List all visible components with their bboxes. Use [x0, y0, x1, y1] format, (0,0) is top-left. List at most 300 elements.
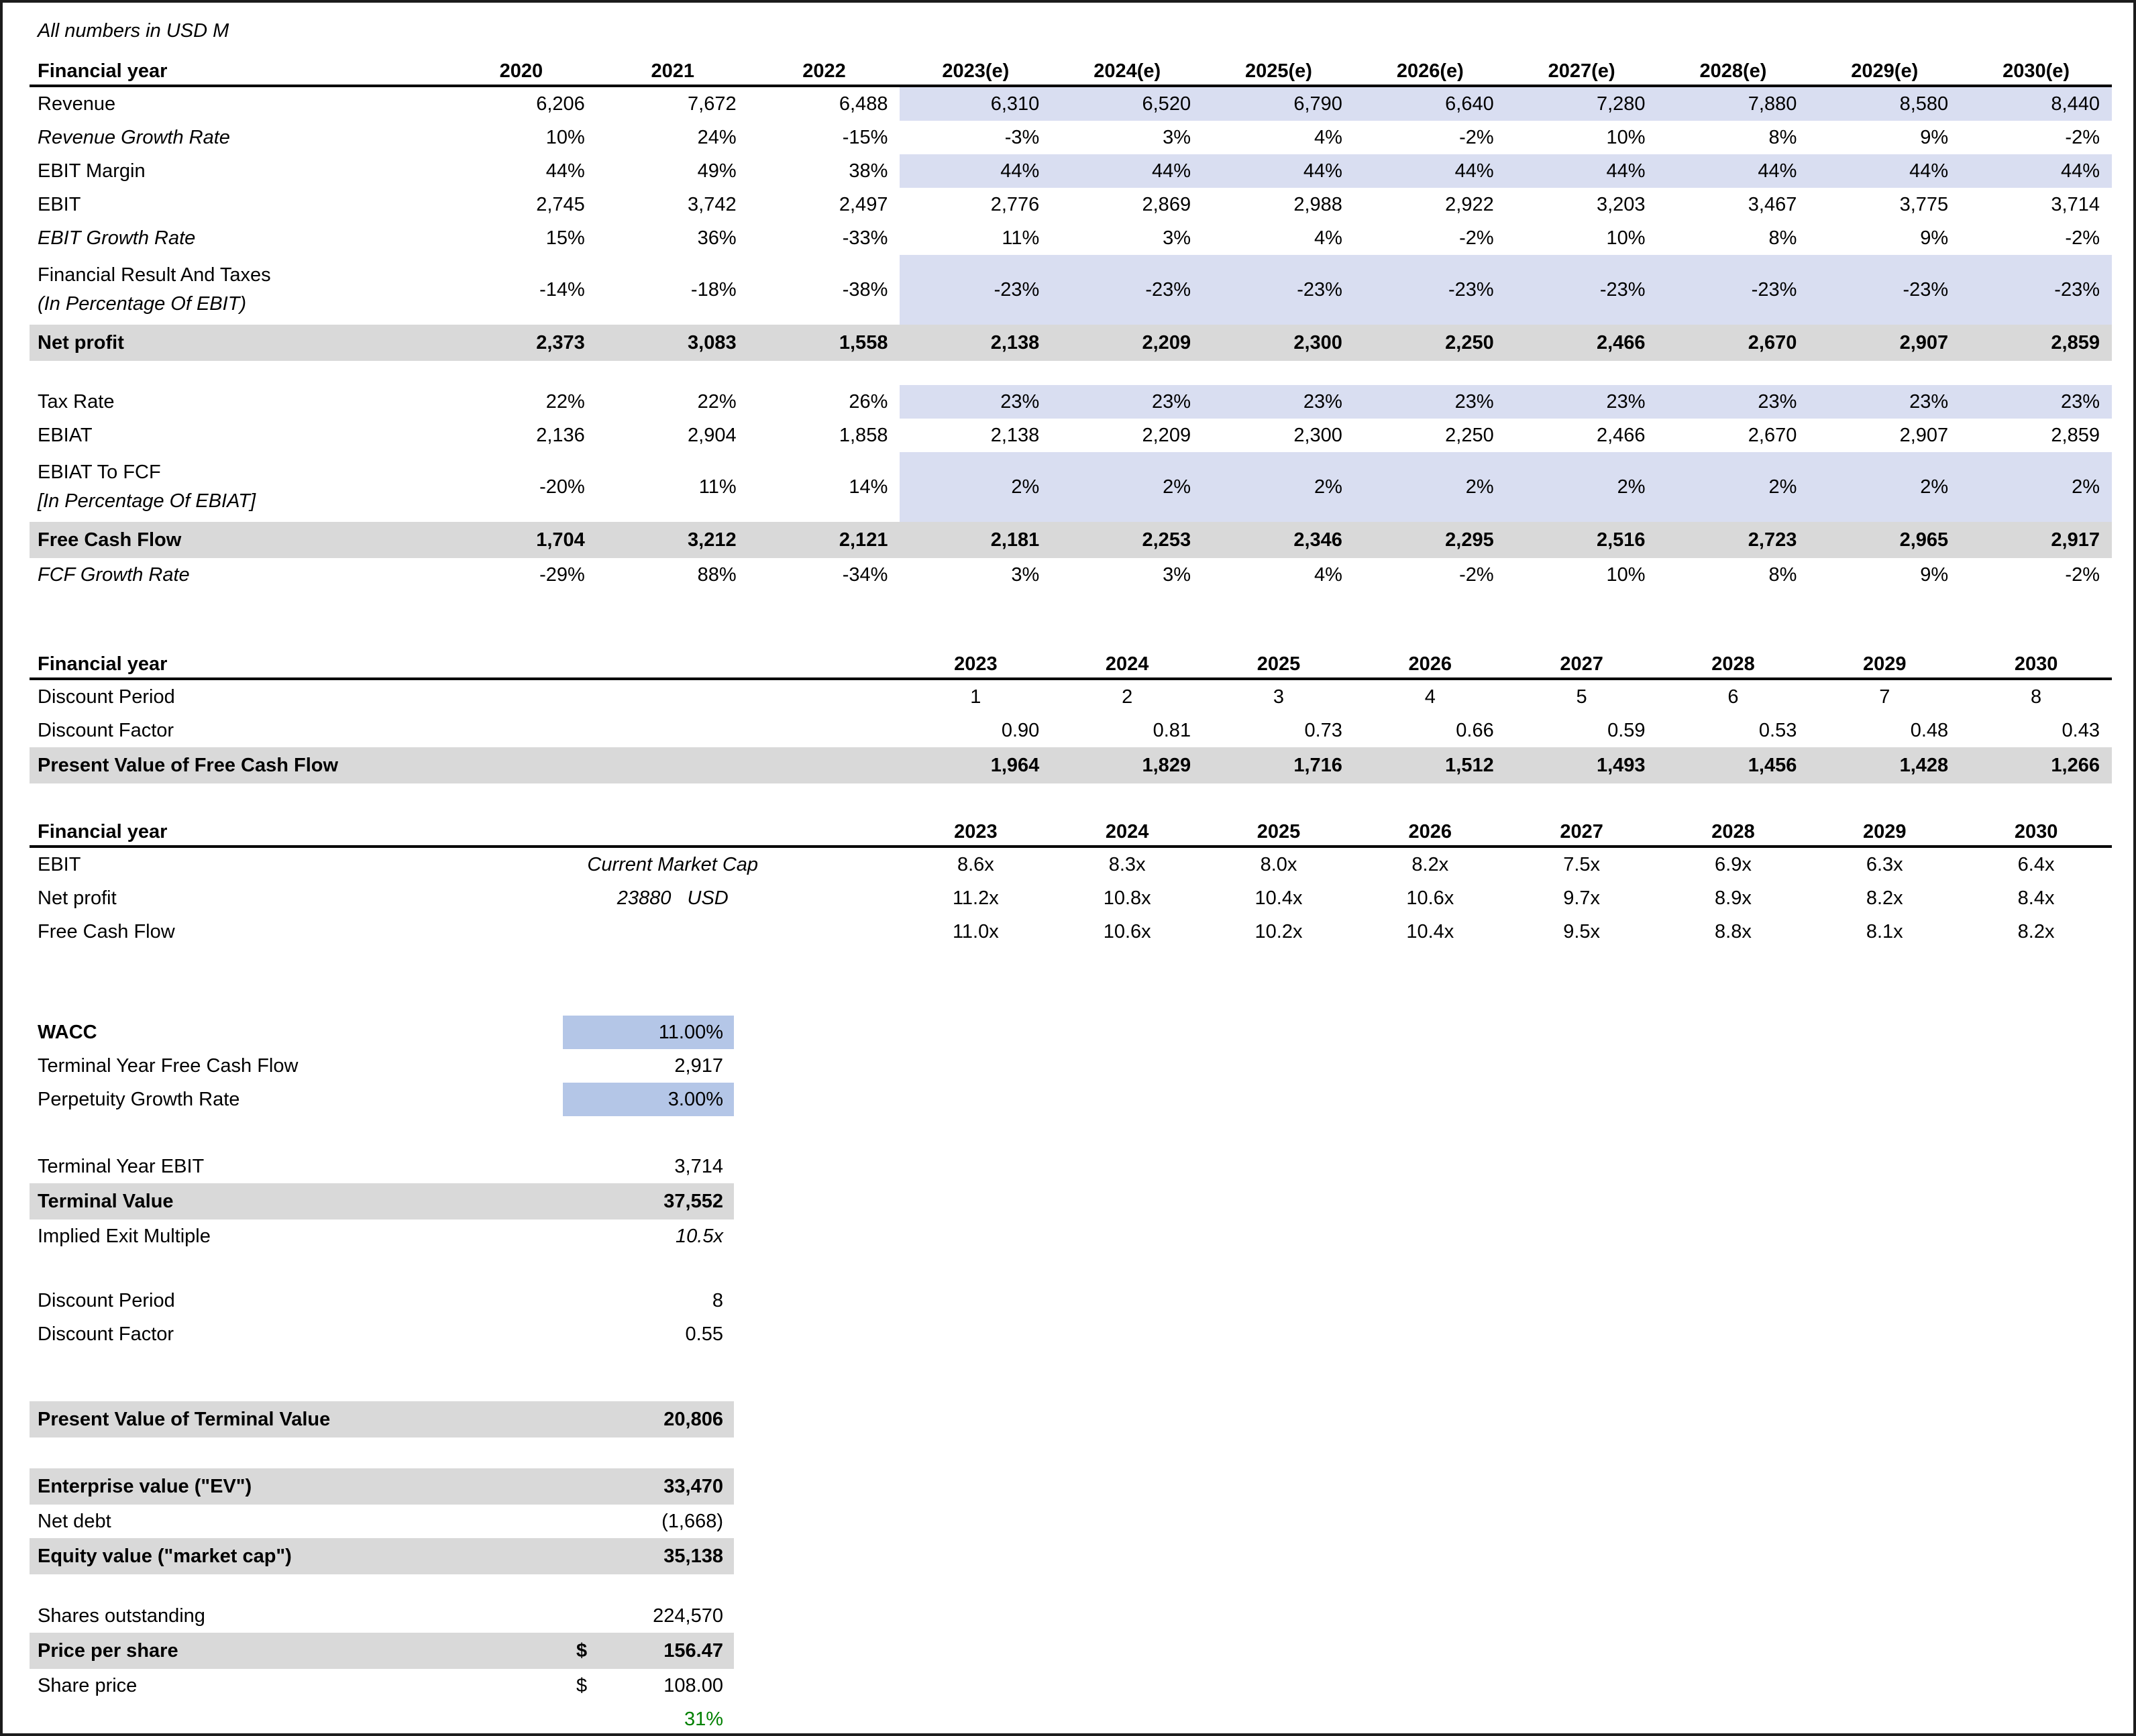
discount-factor-value[interactable]: 0.55	[685, 1323, 723, 1345]
table-header-label: Financial year	[38, 653, 168, 675]
data-cell[interactable]: 8.4x	[2017, 887, 2055, 909]
multiples-table	[30, 810, 2112, 948]
data-cell[interactable]: 2,988	[1293, 193, 1342, 215]
data-cell[interactable]: 9%	[1920, 227, 1949, 249]
data-cell[interactable]: 2,250	[1445, 424, 1494, 446]
data-cell[interactable]: 9.5x	[1563, 920, 1601, 942]
data-cell[interactable]: 23%	[1658, 385, 1809, 419]
data-cell[interactable]: 2%	[1506, 452, 1658, 522]
data-cell[interactable]: 4	[1424, 686, 1436, 708]
year-header[interactable]: 2022	[802, 60, 846, 82]
lead-spacer	[445, 915, 900, 948]
data-cell[interactable]: 1,428	[1899, 754, 1949, 776]
terminal-value-value[interactable]: 37,552	[663, 1190, 723, 1212]
data-cell[interactable]: 0.66	[1456, 719, 1494, 741]
data-cell[interactable]: 44%	[1354, 154, 1506, 188]
data-cell[interactable]: 2%	[1960, 452, 2112, 522]
data-cell[interactable]: 3%	[1163, 126, 1191, 148]
wacc-input-cell[interactable]: 11.00%	[563, 1016, 734, 1049]
data-cell[interactable]: 14%	[849, 476, 888, 498]
year-header[interactable]: 2029	[1863, 653, 1907, 675]
data-cell[interactable]: 4%	[1314, 227, 1342, 249]
data-cell[interactable]: 2,466	[1596, 331, 1646, 354]
data-cell[interactable]: 2,904	[688, 424, 737, 446]
data-cell[interactable]: -34%	[842, 563, 888, 586]
implied-exit-multiple-value[interactable]: 10.5x	[676, 1225, 723, 1247]
data-cell[interactable]: 2,497	[839, 193, 888, 215]
year-header[interactable]: 2024	[1105, 653, 1149, 675]
data-cell[interactable]: 44%	[545, 160, 585, 182]
discount-factor-row	[30, 1317, 734, 1351]
data-cell[interactable]: 0.43	[2062, 719, 2100, 741]
data-cell[interactable]: 2%	[1203, 452, 1354, 522]
data-cell[interactable]: 3,714	[2051, 193, 2100, 215]
table-row	[30, 87, 2112, 121]
terminal-value-row	[30, 1183, 734, 1219]
data-cell[interactable]: 2,300	[1293, 331, 1342, 354]
data-cell[interactable]: -23%	[1051, 255, 1203, 325]
data-cell[interactable]: 8%	[1768, 563, 1797, 586]
data-cell[interactable]: 2%	[1354, 452, 1506, 522]
data-cell[interactable]: 3,203	[1596, 193, 1646, 215]
terminal-year-ebit-value[interactable]: 3,714	[674, 1155, 723, 1177]
data-cell[interactable]: 2,745	[536, 193, 585, 215]
upside-percent-value[interactable]: 31%	[684, 1708, 723, 1730]
spacer	[30, 1574, 734, 1599]
year-header[interactable]: 2029(e)	[1851, 60, 1919, 82]
data-cell[interactable]: -2%	[1459, 227, 1494, 249]
forecast-table	[30, 50, 2112, 592]
data-cell[interactable]: 1,266	[2051, 754, 2100, 776]
data-cell[interactable]: 44%	[1506, 154, 1658, 188]
equity-value-label: Equity value ("market cap")	[38, 1545, 292, 1567]
data-cell[interactable]: -23%	[1809, 255, 1960, 325]
data-cell[interactable]: 23%	[1051, 385, 1203, 419]
data-cell[interactable]: 8.9x	[1715, 887, 1752, 909]
data-cell[interactable]: 4%	[1314, 563, 1342, 586]
data-cell[interactable]: 8.2x	[2017, 920, 2055, 942]
data-cell[interactable]: 7,672	[688, 93, 737, 115]
table-row	[30, 915, 2112, 948]
discount-period-label: Discount Period	[38, 1289, 175, 1311]
data-cell[interactable]: 10%	[1606, 227, 1646, 249]
data-cell[interactable]: 2,859	[2051, 331, 2100, 354]
data-cell[interactable]: 6,790	[1203, 87, 1354, 121]
data-cell[interactable]: 2,907	[1899, 424, 1949, 446]
row-label: EBIT	[38, 853, 81, 875]
year-header[interactable]: 2027	[1560, 653, 1603, 675]
row-label: Tax Rate	[38, 390, 115, 413]
year-header[interactable]: 2027(e)	[1548, 60, 1615, 82]
data-cell[interactable]: 7,280	[1506, 87, 1658, 121]
data-cell[interactable]: 1,829	[1142, 754, 1191, 776]
data-cell[interactable]: 36%	[697, 227, 737, 249]
row-label: Revenue Growth Rate	[38, 126, 230, 148]
spacer	[30, 1437, 734, 1468]
discount-period-row	[30, 1284, 734, 1317]
data-cell[interactable]: 0.81	[1153, 719, 1191, 741]
table-row	[30, 848, 2112, 881]
data-cell[interactable]: 6	[1727, 686, 1739, 708]
data-cell[interactable]: 2,776	[990, 193, 1040, 215]
table-row	[30, 385, 2112, 419]
data-cell[interactable]: -20%	[539, 476, 585, 498]
data-cell[interactable]: 8.8x	[1715, 920, 1752, 942]
year-header[interactable]: 2023	[954, 821, 998, 843]
data-cell[interactable]: 2,965	[1899, 529, 1949, 551]
data-cell[interactable]: 2,859	[2051, 424, 2100, 446]
shares-outstanding-label: Shares outstanding	[38, 1605, 205, 1627]
data-cell[interactable]: 10%	[1606, 126, 1646, 148]
shares-outstanding-value[interactable]: 224,570	[653, 1605, 723, 1627]
dcf-spreadsheet	[3, 3, 2133, 1736]
table-row	[30, 221, 2112, 255]
data-cell[interactable]: 6,640	[1354, 87, 1506, 121]
data-cell[interactable]: -3%	[1004, 126, 1040, 148]
data-cell[interactable]: 23%	[1506, 385, 1658, 419]
year-header[interactable]: 2026	[1408, 821, 1452, 843]
data-cell[interactable]: 8.0x	[1260, 853, 1297, 875]
data-cell[interactable]: 3%	[1163, 227, 1191, 249]
row-label: FCF Growth Rate	[38, 563, 190, 586]
data-cell[interactable]: 6.4x	[2017, 853, 2055, 875]
data-cell[interactable]: 6,520	[1051, 87, 1203, 121]
data-cell[interactable]: 0.90	[1001, 719, 1040, 741]
year-header[interactable]: 2028	[1711, 821, 1755, 843]
data-cell[interactable]: 8.6x	[957, 853, 994, 875]
data-cell[interactable]: -14%	[539, 278, 585, 301]
data-cell[interactable]: 1,704	[536, 529, 585, 551]
data-cell[interactable]: 3,467	[1748, 193, 1797, 215]
data-cell[interactable]: 2%	[900, 452, 1051, 522]
row-label: Financial Result And Taxes (In Percentage Of EBIT)	[38, 264, 271, 315]
perpetuity-growth-label: Perpetuity Growth Rate	[38, 1088, 240, 1110]
data-cell[interactable]: 11%	[1002, 227, 1040, 249]
data-cell[interactable]: 23%	[1203, 385, 1354, 419]
price-per-share-label: Price per share	[38, 1639, 178, 1662]
data-cell[interactable]: 11.0x	[952, 920, 999, 942]
year-header[interactable]: 2020	[499, 60, 543, 82]
data-cell[interactable]: 6.9x	[1715, 853, 1752, 875]
spacer	[30, 361, 2112, 385]
spacer	[30, 1116, 734, 1150]
spacer-cell	[30, 1702, 563, 1736]
terminal-year-ebit-row	[30, 1150, 734, 1183]
table-row	[30, 680, 2112, 714]
wacc-label: WACC	[38, 1021, 97, 1043]
data-cell[interactable]: 1,558	[839, 331, 888, 354]
data-cell[interactable]: 24%	[697, 126, 737, 148]
year-header[interactable]: 2028(e)	[1699, 60, 1767, 82]
data-cell[interactable]: -23%	[1960, 255, 2112, 325]
row-label: Net profit	[38, 887, 117, 909]
data-cell[interactable]: 3,083	[688, 331, 737, 354]
table-row	[30, 255, 2112, 325]
table-row	[30, 747, 2112, 783]
share-price-row	[30, 1669, 734, 1702]
table-row	[30, 121, 2112, 154]
year-header[interactable]: 2024	[1105, 821, 1149, 843]
data-cell[interactable]: 8.3x	[1108, 853, 1146, 875]
data-cell[interactable]: 2,373	[536, 331, 585, 354]
data-cell[interactable]: 10.4x	[1406, 920, 1454, 942]
net-debt-label: Net debt	[38, 1510, 111, 1532]
data-cell[interactable]: -23%	[1203, 255, 1354, 325]
year-header[interactable]: 2024(e)	[1093, 60, 1161, 82]
year-header[interactable]: 2030	[2014, 653, 2058, 675]
data-cell[interactable]: 10.6x	[1103, 920, 1151, 942]
discount-table	[30, 643, 2112, 783]
data-cell[interactable]: -38%	[842, 278, 888, 301]
data-cell[interactable]: 7.5x	[1563, 853, 1601, 875]
perpetuity-growth-input-cell[interactable]: 3.00%	[563, 1083, 734, 1116]
data-cell[interactable]: 1,964	[990, 754, 1040, 776]
data-cell[interactable]: 2,253	[1142, 529, 1191, 551]
shares-outstanding-row	[30, 1599, 734, 1633]
data-cell[interactable]: 6.3x	[1866, 853, 1903, 875]
year-header[interactable]: 2021	[651, 60, 694, 82]
data-cell[interactable]: 2,209	[1142, 331, 1191, 354]
data-cell[interactable]: 2,907	[1899, 331, 1949, 354]
data-cell[interactable]: -33%	[842, 227, 888, 249]
spacer	[30, 1253, 734, 1284]
data-cell[interactable]: 49%	[697, 160, 737, 182]
data-cell[interactable]: 10%	[545, 126, 585, 148]
data-cell[interactable]: 2,250	[1445, 331, 1494, 354]
upside-row	[30, 1702, 734, 1736]
data-cell[interactable]: 8%	[1768, 227, 1797, 249]
data-cell[interactable]: 9%	[1920, 126, 1949, 148]
data-cell[interactable]: 0.48	[1910, 719, 1949, 741]
data-cell[interactable]: -2%	[1459, 126, 1494, 148]
data-cell[interactable]: 2,670	[1748, 331, 1797, 354]
data-cell[interactable]: 2,466	[1596, 424, 1646, 446]
data-cell[interactable]: -2%	[2065, 227, 2100, 249]
data-cell[interactable]: 1,512	[1445, 754, 1494, 776]
data-cell[interactable]: 8,440	[1960, 87, 2112, 121]
table-row	[30, 558, 2112, 592]
data-cell[interactable]: 1	[970, 686, 981, 708]
data-cell[interactable]: -23%	[1658, 255, 1809, 325]
data-cell[interactable]: 23%	[1809, 385, 1960, 419]
year-header[interactable]: 2030	[2014, 821, 2058, 843]
table-row	[30, 419, 2112, 452]
row-label: Present Value of Free Cash Flow	[38, 754, 339, 776]
data-cell[interactable]: 10.6x	[1406, 887, 1454, 909]
price-per-share-value: 156.47	[663, 1639, 723, 1662]
data-cell[interactable]: 3,775	[1899, 193, 1949, 215]
terminal-value-label: Terminal Value	[38, 1190, 174, 1212]
enterprise-value-label: Enterprise value ("EV")	[38, 1475, 252, 1497]
data-cell[interactable]: 3,212	[688, 529, 737, 551]
data-cell[interactable]: 2,670	[1748, 424, 1797, 446]
currency-symbol: $	[576, 1639, 588, 1662]
data-cell[interactable]: 7,880	[1658, 87, 1809, 121]
data-cell[interactable]: 5	[1576, 686, 1587, 708]
data-cell[interactable]: 44%	[1658, 154, 1809, 188]
table-header-label: Financial year	[38, 60, 168, 82]
net-debt-value[interactable]: (1,668)	[661, 1510, 723, 1532]
wacc-row	[30, 1016, 734, 1049]
data-cell[interactable]: 23%	[1960, 385, 2112, 419]
data-cell[interactable]: 10.2x	[1254, 920, 1303, 942]
pv-terminal-value-value[interactable]: 20,806	[663, 1408, 723, 1430]
year-header[interactable]: 2023	[954, 653, 998, 675]
terminal-year-fcf-value[interactable]: 2,917	[674, 1054, 723, 1077]
year-header[interactable]: 2028	[1711, 653, 1755, 675]
price-per-share-row	[30, 1633, 734, 1669]
data-cell[interactable]: 2,917	[2051, 529, 2100, 551]
row-label: Revenue	[38, 93, 116, 115]
implied-exit-multiple-row	[30, 1219, 734, 1253]
market-cap-note: 23880 USD	[617, 887, 729, 909]
discount-factor-label: Discount Factor	[38, 1323, 174, 1345]
data-cell[interactable]: 15%	[545, 227, 585, 249]
data-cell[interactable]: 2,138	[990, 424, 1040, 446]
data-cell[interactable]: -23%	[900, 255, 1051, 325]
year-header[interactable]: 2027	[1560, 821, 1603, 843]
row-label: EBIAT To FCF [In Percentage Of EBIAT]	[38, 462, 256, 512]
year-header[interactable]: 2026(e)	[1396, 60, 1464, 82]
data-cell[interactable]: 88%	[697, 563, 737, 586]
data-cell[interactable]: 8,580	[1809, 87, 1960, 121]
currency-symbol: $	[576, 1674, 588, 1696]
data-cell[interactable]: 8.2x	[1411, 853, 1449, 875]
data-cell[interactable]: -23%	[1506, 255, 1658, 325]
valuation-summary	[30, 1016, 734, 1736]
year-header[interactable]: 2023(e)	[942, 60, 1010, 82]
terminal-year-fcf-row	[30, 1049, 734, 1083]
data-cell[interactable]: 44%	[900, 154, 1051, 188]
data-cell[interactable]: 3	[1273, 686, 1285, 708]
discount-period-value[interactable]: 8	[712, 1289, 723, 1311]
price-per-share-cell[interactable]	[563, 1633, 734, 1669]
data-cell[interactable]: 2,346	[1293, 529, 1342, 551]
data-cell[interactable]: 2%	[1051, 452, 1203, 522]
data-cell[interactable]: 22%	[697, 390, 737, 413]
lead-spacer	[445, 714, 900, 747]
equity-value-row	[30, 1538, 734, 1574]
data-cell[interactable]: 10.4x	[1254, 887, 1303, 909]
data-cell[interactable]: 23%	[900, 385, 1051, 419]
terminal-year-ebit-label: Terminal Year EBIT	[38, 1155, 205, 1177]
data-cell[interactable]: 6,488	[839, 93, 888, 115]
data-cell[interactable]: 8.2x	[1866, 887, 1903, 909]
data-cell[interactable]: 2,138	[990, 331, 1040, 354]
data-cell[interactable]: 0.73	[1304, 719, 1342, 741]
data-cell[interactable]: 2%	[1809, 452, 1960, 522]
table-header-row	[30, 810, 2112, 848]
data-cell[interactable]: 2,300	[1293, 424, 1342, 446]
header-lead-spacer	[445, 810, 900, 845]
data-cell[interactable]: 9.7x	[1563, 887, 1601, 909]
data-cell[interactable]: 22%	[545, 390, 585, 413]
data-cell[interactable]: 2,136	[536, 424, 585, 446]
data-cell[interactable]: 6,310	[900, 87, 1051, 121]
data-cell[interactable]: 8.1x	[1866, 920, 1903, 942]
data-cell[interactable]: -23%	[1354, 255, 1506, 325]
lead-spacer	[445, 747, 900, 783]
data-cell[interactable]: 2,869	[1142, 193, 1191, 215]
data-cell[interactable]: 9%	[1920, 563, 1949, 586]
data-cell[interactable]: 2,121	[839, 529, 888, 551]
data-cell[interactable]: 7	[1879, 686, 1890, 708]
table-row	[30, 188, 2112, 221]
data-cell[interactable]: 2,723	[1748, 529, 1797, 551]
data-cell[interactable]: 10.8x	[1103, 887, 1151, 909]
data-cell[interactable]: 3%	[1011, 563, 1040, 586]
data-cell[interactable]: 2,209	[1142, 424, 1191, 446]
data-cell[interactable]: 11%	[698, 476, 737, 498]
equity-value-value[interactable]: 35,138	[663, 1545, 723, 1567]
share-price-value: 108.00	[663, 1674, 723, 1696]
data-cell[interactable]: 6,206	[536, 93, 585, 115]
data-cell[interactable]: 8%	[1768, 126, 1797, 148]
data-cell[interactable]: -2%	[2065, 126, 2100, 148]
data-cell[interactable]: 2,181	[990, 529, 1040, 551]
data-cell[interactable]: 3,742	[688, 193, 737, 215]
data-cell[interactable]: 26%	[849, 390, 888, 413]
data-cell[interactable]: -15%	[842, 126, 888, 148]
data-cell[interactable]: 11.2x	[952, 887, 999, 909]
data-cell[interactable]: 3%	[1163, 563, 1191, 586]
row-label: Discount Period	[38, 686, 175, 708]
lead-spacer	[445, 680, 900, 714]
data-cell[interactable]: -2%	[1459, 563, 1494, 586]
data-cell[interactable]: 0.53	[1758, 719, 1797, 741]
data-cell[interactable]: 1,456	[1748, 754, 1797, 776]
data-cell[interactable]: 2,295	[1445, 529, 1494, 551]
data-cell[interactable]: 1,493	[1596, 754, 1646, 776]
data-cell[interactable]: -2%	[2065, 563, 2100, 586]
year-header[interactable]: 2029	[1863, 821, 1907, 843]
data-cell[interactable]: 8	[2031, 686, 2042, 708]
data-cell[interactable]: -18%	[690, 278, 737, 301]
data-cell[interactable]: 44%	[1809, 154, 1960, 188]
year-header[interactable]: 2026	[1408, 653, 1452, 675]
data-cell[interactable]: 44%	[1051, 154, 1203, 188]
row-label: EBIT Margin	[38, 160, 146, 182]
data-cell[interactable]: 2%	[1658, 452, 1809, 522]
data-cell[interactable]: 38%	[849, 160, 888, 182]
year-header[interactable]: 2025	[1257, 653, 1301, 675]
data-cell[interactable]: -29%	[539, 563, 585, 586]
data-cell[interactable]: 44%	[1203, 154, 1354, 188]
year-header[interactable]: 2025	[1257, 821, 1301, 843]
data-cell[interactable]: 2	[1122, 686, 1133, 708]
units-note: All numbers in USD M	[38, 19, 229, 42]
data-cell[interactable]: 2,516	[1596, 529, 1646, 551]
data-cell[interactable]: 44%	[1960, 154, 2112, 188]
data-cell[interactable]: 2,922	[1445, 193, 1494, 215]
row-label: Discount Factor	[38, 719, 174, 741]
market-cap-note: Current Market Cap	[587, 853, 759, 875]
enterprise-value-value[interactable]: 33,470	[663, 1475, 723, 1497]
data-cell[interactable]: 1,858	[839, 424, 888, 446]
row-label: EBIAT	[38, 424, 93, 446]
table-row	[30, 881, 2112, 915]
enterprise-value-row	[30, 1468, 734, 1505]
data-cell[interactable]: 23%	[1354, 385, 1506, 419]
data-cell[interactable]: 10%	[1606, 563, 1646, 586]
data-cell[interactable]: 0.59	[1607, 719, 1646, 741]
data-cell[interactable]: 4%	[1314, 126, 1342, 148]
share-price-cell[interactable]	[563, 1669, 734, 1702]
year-header[interactable]: 2030(e)	[2002, 60, 2070, 82]
table-row	[30, 325, 2112, 361]
year-header[interactable]: 2025(e)	[1245, 60, 1312, 82]
data-cell[interactable]: 1,716	[1293, 754, 1342, 776]
